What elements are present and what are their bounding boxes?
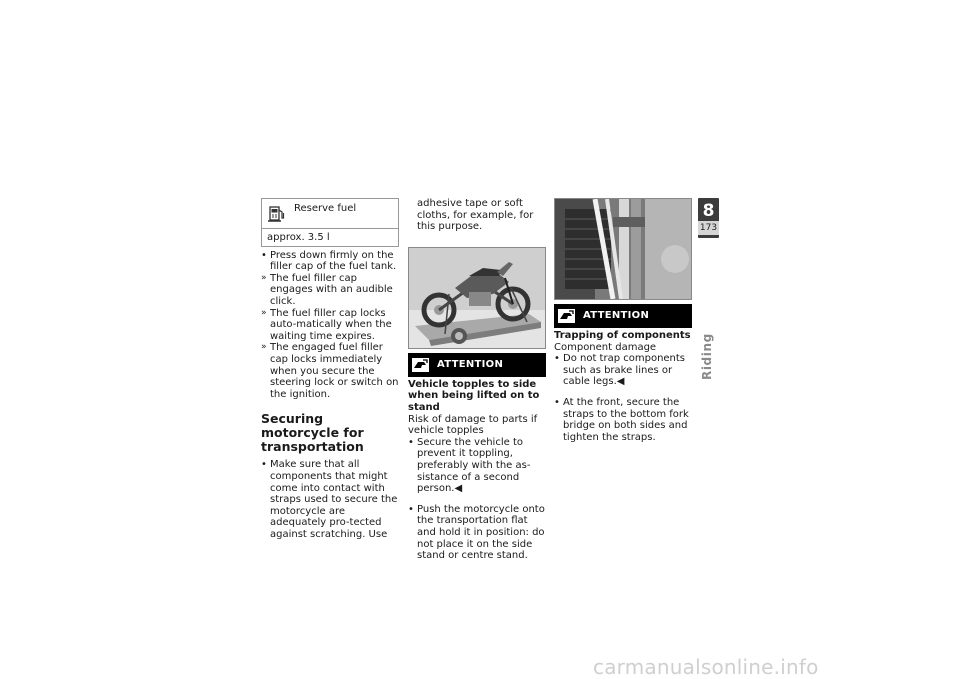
list-item: • Push the motorcycle onto the transportation flat and hold it in position: do not place it on the side stand or centre stand. (408, 503, 545, 562)
page-number: 173 (699, 223, 718, 233)
list-item: • Make sure that all components that might come into contact with straps used to secure the motorcycle are adequately pro-tected against scratching. Use (261, 459, 398, 540)
section-title: Securing motorcycle for transportation (261, 411, 364, 455)
reserve-fuel-value: approx. 3.5 l (267, 232, 330, 243)
hazard-measures (554, 353, 692, 443)
hazard-description: Risk of damage to parts if vehicle topples (408, 413, 538, 437)
fuel-pump-icon (266, 203, 288, 225)
hazard-description: Component damage (554, 341, 657, 353)
column-middle (408, 198, 546, 562)
section-side-label: Riding (700, 333, 714, 380)
list-item: » The engaged fuel filler cap locks immediately when you secure the steering lock or switch on the ignition. (261, 342, 399, 400)
attention-label: ATTENTION (437, 358, 504, 370)
watermark: carmanualsonline.info (593, 655, 819, 679)
list-item: • Press down firmly on the filler cap of the fuel tank. (261, 249, 397, 273)
fuel-cap-instructions (261, 250, 399, 401)
attention-banner (554, 304, 692, 328)
attention-banner (408, 353, 546, 377)
column-left (261, 198, 399, 540)
list-item: • Secure the vehicle to prevent it toppling, preferably with the as-sistance of a second person.◀ (408, 436, 531, 495)
column-right (554, 198, 692, 443)
motorcycle-trailer-illustration (409, 248, 545, 348)
list-item: » The fuel filler cap locks auto-matically when the waiting time expires. (261, 307, 392, 342)
hazard-measures (408, 437, 546, 562)
reserve-fuel-header (262, 199, 398, 229)
transport-instructions (261, 459, 399, 540)
fork-bridge-illustration (555, 199, 691, 299)
chapter-tab (698, 198, 719, 238)
attention-label: ATTENTION (583, 310, 650, 322)
warning-hand-icon (412, 358, 429, 372)
motorcycle-on-trailer-image (408, 247, 546, 349)
hazard-title: Trapping of components (554, 330, 691, 341)
fork-bridge-straps-image (554, 198, 692, 300)
continued-text: adhesive tape or soft cloths, for example, for this purpose. (417, 198, 534, 233)
list-item: • Do not trap components such as brake lines or cable legs.◀ (554, 353, 686, 388)
warning-hand-icon (558, 309, 575, 323)
reserve-fuel-label: Reserve fuel (294, 203, 357, 214)
chapter-number: 8 (702, 201, 715, 221)
reserve-fuel-table (261, 198, 399, 247)
list-item: • At the front, secure the straps to the bottom fork bridge on both sides and tighten the straps. (554, 396, 689, 443)
list-item: » The fuel filler cap engages with an audible click. (261, 272, 393, 307)
hazard-title: Vehicle topples to side when being lifted on to stand (408, 378, 540, 413)
